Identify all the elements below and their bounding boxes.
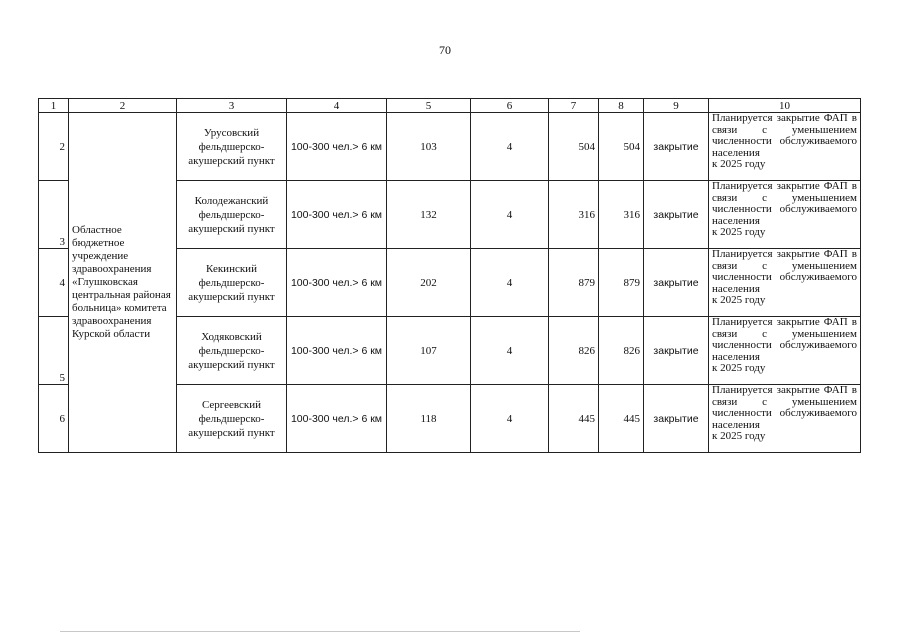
value-col6: 4 xyxy=(471,181,549,249)
row-number: 4 xyxy=(39,249,69,317)
facility-name: Колодежанский фельдшерско-акушерский пункт xyxy=(177,181,287,249)
value-col7: 316 xyxy=(549,181,599,249)
header-cell-6: 6 xyxy=(471,99,549,113)
population-distance: 100-300 чел.> 6 км xyxy=(287,385,387,453)
note-cell xyxy=(709,249,861,317)
note-body: Планируется закрытие ФАП в связи с уменьшением численности обслуживаемого населения xyxy=(712,316,857,363)
value-col7: 504 xyxy=(549,113,599,181)
facility-name: Сергеевский фельдшерско-акушерский пункт xyxy=(177,385,287,453)
note-cell xyxy=(709,181,861,249)
facilities-table xyxy=(38,98,861,453)
row-number: 5 xyxy=(39,317,69,385)
note-body: Планируется закрытие ФАП в связи с уменьшением численности обслуживаемого населения xyxy=(712,248,857,295)
value-col8: 445 xyxy=(599,385,644,453)
header-cell-5: 5 xyxy=(387,99,471,113)
value-col5: 118 xyxy=(387,385,471,453)
action-cell: закрытие xyxy=(644,113,709,181)
action-cell: закрытие xyxy=(644,385,709,453)
population-distance: 100-300 чел.> 6 км xyxy=(287,317,387,385)
action-cell: закрытие xyxy=(644,181,709,249)
value-col5: 107 xyxy=(387,317,471,385)
note-tail: к 2025 году xyxy=(712,362,766,375)
note-cell xyxy=(709,113,861,181)
row-number: 6 xyxy=(39,385,69,453)
note-tail: к 2025 году xyxy=(712,158,766,171)
header-cell-1: 1 xyxy=(39,99,69,113)
value-col7: 445 xyxy=(549,385,599,453)
header-cell-9: 9 xyxy=(644,99,709,113)
value-col7: 879 xyxy=(549,249,599,317)
facility-name: Кекинский фельдшерско-акушерский пункт xyxy=(177,249,287,317)
value-col5: 132 xyxy=(387,181,471,249)
value-col5: 103 xyxy=(387,113,471,181)
note-body: Планируется закрытие ФАП в связи с уменьшением численности обслуживаемого населения xyxy=(712,112,857,159)
header-cell-4: 4 xyxy=(287,99,387,113)
table-row xyxy=(39,113,861,181)
facility-name: Урусовский фельдшерско-акушерский пункт xyxy=(177,113,287,181)
value-col6: 4 xyxy=(471,113,549,181)
value-col6: 4 xyxy=(471,249,549,317)
value-col6: 4 xyxy=(471,317,549,385)
note-body: Планируется закрытие ФАП в связи с уменьшением численности обслуживаемого населения xyxy=(712,384,857,431)
header-cell-10: 10 xyxy=(709,99,861,113)
note-body: Планируется закрытие ФАП в связи с уменьшением численности обслуживаемого населения xyxy=(712,180,857,227)
scan-artifact-line xyxy=(60,631,580,632)
population-distance: 100-300 чел.> 6 км xyxy=(287,113,387,181)
population-distance: 100-300 чел.> 6 км xyxy=(287,249,387,317)
header-cell-3: 3 xyxy=(177,99,287,113)
header-cell-2: 2 xyxy=(69,99,177,113)
value-col8: 504 xyxy=(599,113,644,181)
note-tail: к 2025 году xyxy=(712,430,766,443)
header-row xyxy=(39,99,861,113)
population-distance: 100-300 чел.> 6 км xyxy=(287,181,387,249)
value-col8: 879 xyxy=(599,249,644,317)
note-tail: к 2025 году xyxy=(712,294,766,307)
header-cell-8: 8 xyxy=(599,99,644,113)
value-col8: 316 xyxy=(599,181,644,249)
value-col6: 4 xyxy=(471,385,549,453)
action-cell: закрытие xyxy=(644,317,709,385)
facility-name: Ходяковский фельдшерско-акушерский пункт xyxy=(177,317,287,385)
row-number: 2 xyxy=(39,113,69,181)
value-col5: 202 xyxy=(387,249,471,317)
value-col7: 826 xyxy=(549,317,599,385)
note-cell xyxy=(709,317,861,385)
row-number: 3 xyxy=(39,181,69,249)
organization-cell: Областное бюджетное учреждение здравоохранения «Глушковская центральная районая больница» комитета здравоохранения Курской области xyxy=(69,113,177,453)
note-tail: к 2025 году xyxy=(712,226,766,239)
header-cell-7: 7 xyxy=(549,99,599,113)
note-cell xyxy=(709,385,861,453)
value-col8: 826 xyxy=(599,317,644,385)
action-cell: закрытие xyxy=(644,249,709,317)
page-number: 70 xyxy=(439,43,451,57)
